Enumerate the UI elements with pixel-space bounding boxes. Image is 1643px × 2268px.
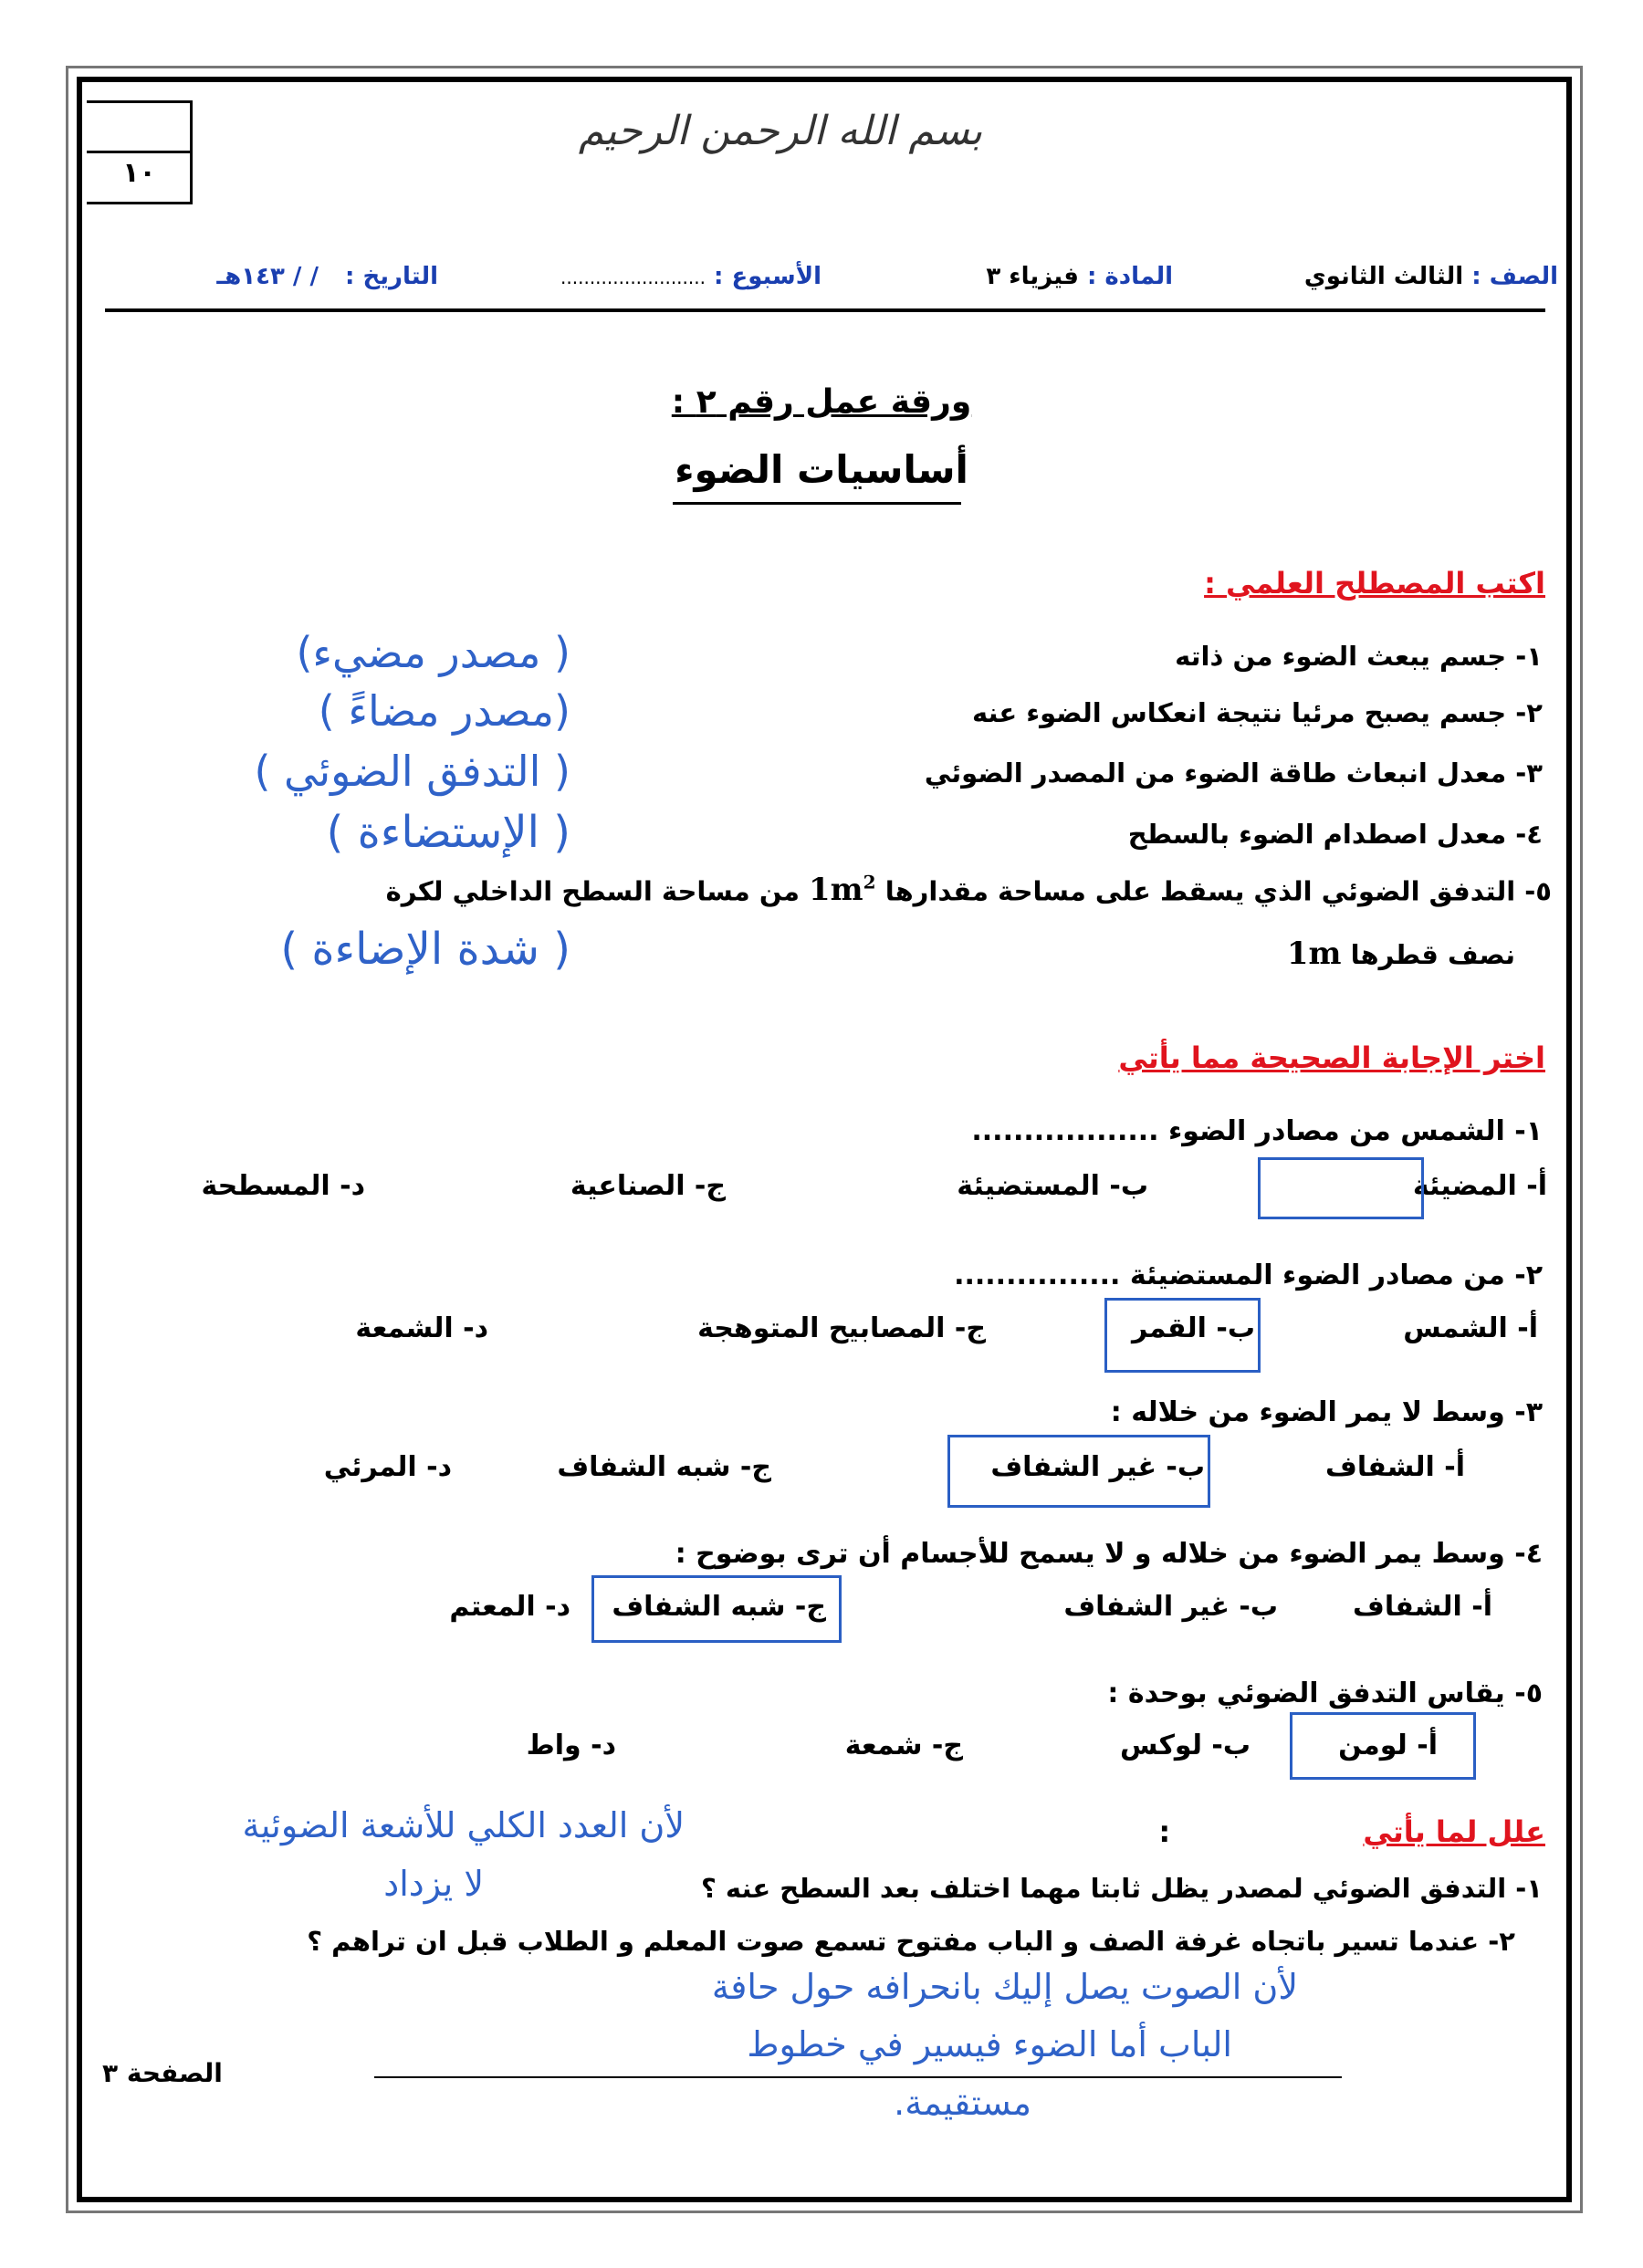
- s1-q5-part-b: من مساحة السطح الداخلي لكرة: [385, 875, 800, 907]
- s1-q5-line2: [1287, 935, 1515, 972]
- s1-a1: ( مصدر مضيء): [296, 628, 570, 677]
- s3-a1-line2: لا يزداد: [383, 1864, 484, 1904]
- s2-q5-d: د- واط: [526, 1730, 616, 1761]
- s2-q1-c: ج- الصناعية: [570, 1170, 726, 1202]
- s2-q1-d: د- المسطحة: [201, 1170, 365, 1202]
- s2-q5-c: ج- شمعة: [844, 1730, 963, 1761]
- grade-value: الثالث الثانوي: [1303, 263, 1464, 290]
- subject-value: فيزياء ٣: [986, 263, 1079, 290]
- s2-q2-a: أ- الشمس: [1403, 1312, 1538, 1344]
- s1-q5-exp: 2: [863, 872, 876, 894]
- week-label: الأسبوع :: [714, 263, 822, 290]
- s2-q4-a: أ- الشفاف: [1353, 1591, 1492, 1623]
- date-value: / / ١٤٣هـ: [216, 263, 319, 290]
- s2-q4-d: د- المعتم: [449, 1591, 570, 1623]
- s2-q2-d: د- الشمعة: [355, 1312, 488, 1344]
- s1-q5-radius-text: نصف قطرها: [1350, 939, 1515, 970]
- section1-heading: اكتب المصطلح العلمي :: [1204, 566, 1545, 601]
- s1-q4: ٤- معدل اصطدام الضوء بالسطح: [1127, 819, 1543, 850]
- s2-q2-stem: ٢- من مصادر الضوء المستضيئة ................: [954, 1259, 1543, 1291]
- s1-q1: ١- جسم يبعث الضوء من ذاته: [1175, 641, 1543, 672]
- subject-label: المادة :: [1086, 263, 1173, 290]
- s3-q1: ١- التدفق الضوئي لمصدر يظل ثابتا مهما اختلف بعد السطح عنه ؟: [701, 1873, 1543, 1904]
- s3-a2-line1: لأن الصوت يصل إليك بانحرافه حول حافة: [711, 1967, 1298, 2007]
- s1-q3: ٣- معدل انبعاث طاقة الضوء من المصدر الضوئي: [924, 758, 1543, 789]
- footer-page-label: الصفحة ٣: [102, 2058, 223, 2088]
- s3-q2: ٢- عندما تسير باتجاه غرفة الصف و الباب مفتوح تسمع صوت المعلم و الطلاب قبل ان تراهم ؟: [307, 1926, 1515, 1957]
- s2-q5-b: ب- لوكس: [1120, 1730, 1251, 1761]
- s1-q5-unit-text: 1m: [809, 872, 863, 909]
- s1-a2: (مصدر مضاءً ): [318, 686, 570, 736]
- s2-q2-c: ج- المصابيح المتوهجة: [697, 1312, 986, 1344]
- section3-heading-colon: :: [1158, 1814, 1171, 1849]
- s2-q3-c: ج- شبه الشفاف: [557, 1451, 771, 1483]
- s2-q3-d: د- المرئي: [323, 1451, 452, 1483]
- s1-q5-line1: [386, 872, 1552, 908]
- s3-a2-line2: الباب أما الضوء فيسير في خطوط: [747, 2024, 1232, 2064]
- s2-q5-stem: ٥- يقاس التدفق الضوئي بوحدة :: [1107, 1677, 1543, 1709]
- worksheet-title: ورقة عمل رقم ٢ :: [671, 383, 972, 421]
- header-rule: [105, 308, 1545, 312]
- week-dots: .........................: [560, 267, 706, 288]
- s1-q5-unit: [809, 872, 876, 908]
- section2-heading: اختر الإجابة الصحيحة مما يأتي: [1118, 1040, 1545, 1075]
- section3-heading-text: علل لما يأتي: [1363, 1814, 1545, 1849]
- s1-a4: ( الإستضاءة ): [326, 807, 570, 858]
- page-number-box-divider: [87, 151, 190, 153]
- s2-q3-stem: ٣- وسط لا يمر الضوء من خلاله :: [1110, 1396, 1543, 1428]
- s2-q5-a: أ- لومن: [1338, 1730, 1438, 1761]
- basmala: بسم الله الرحمن الرحيم: [578, 108, 983, 154]
- week-field: [560, 263, 822, 290]
- s2-q3-answer-box: [947, 1435, 1210, 1508]
- subject-field: [986, 263, 1173, 290]
- grade-label: الصف :: [1471, 263, 1558, 290]
- s2-q3-b: ب- غير الشفاف: [990, 1451, 1205, 1483]
- date-label: التاريخ :: [345, 263, 438, 290]
- s2-q4-answer-box: [591, 1575, 842, 1643]
- date-field: [216, 263, 438, 290]
- s3-a2-line3: مستقيمة.: [894, 2083, 1031, 2123]
- s1-q2: ٢- جسم يصبح مرئيا نتيجة انعكاس الضوء عنه: [971, 697, 1543, 728]
- s2-q3-a: أ- الشفاف: [1325, 1451, 1465, 1483]
- page-number: ١٠: [122, 157, 156, 189]
- topic-title: أساسيات الضوء: [675, 447, 968, 492]
- s2-q1-answer-box: [1258, 1157, 1424, 1219]
- s2-q4-c: ج- شبه الشفاف: [612, 1591, 826, 1623]
- s2-q2-b: ب- القمر: [1132, 1312, 1255, 1344]
- topic-underline: [673, 502, 961, 505]
- s2-q4-stem: ٤- وسط يمر الضوء من خلاله و لا يسمح للأجسام أن ترى بوضوح :: [675, 1538, 1543, 1570]
- s1-q5-part-a: ٥- التدفق الضوئي الذي يسقط على مساحة مقدارها: [884, 875, 1552, 907]
- s2-q1-a: أ- المضيئة: [1412, 1170, 1547, 1202]
- s2-q1-stem: ١- الشمس من مصادر الضوء ..................: [971, 1115, 1543, 1147]
- s1-q5-radius: 1m: [1286, 935, 1342, 972]
- s2-q5-answer-box: [1290, 1712, 1476, 1780]
- section3-heading: [1158, 1814, 1545, 1849]
- s3-a1-line1: لأن العدد الكلي للأشعة الضوئية: [242, 1805, 685, 1845]
- s1-a5: ( شدة الإضاءة ): [280, 924, 570, 975]
- s1-a3: ( التدفق الضوئي ): [254, 747, 570, 796]
- answer-rule: [374, 2076, 1342, 2078]
- s2-q1-b: ب- المستضيئة: [957, 1170, 1148, 1202]
- s2-q4-b: ب- غير الشفاف: [1063, 1591, 1278, 1623]
- grade-field: [1304, 263, 1558, 290]
- s2-q2-answer-box: [1104, 1298, 1261, 1373]
